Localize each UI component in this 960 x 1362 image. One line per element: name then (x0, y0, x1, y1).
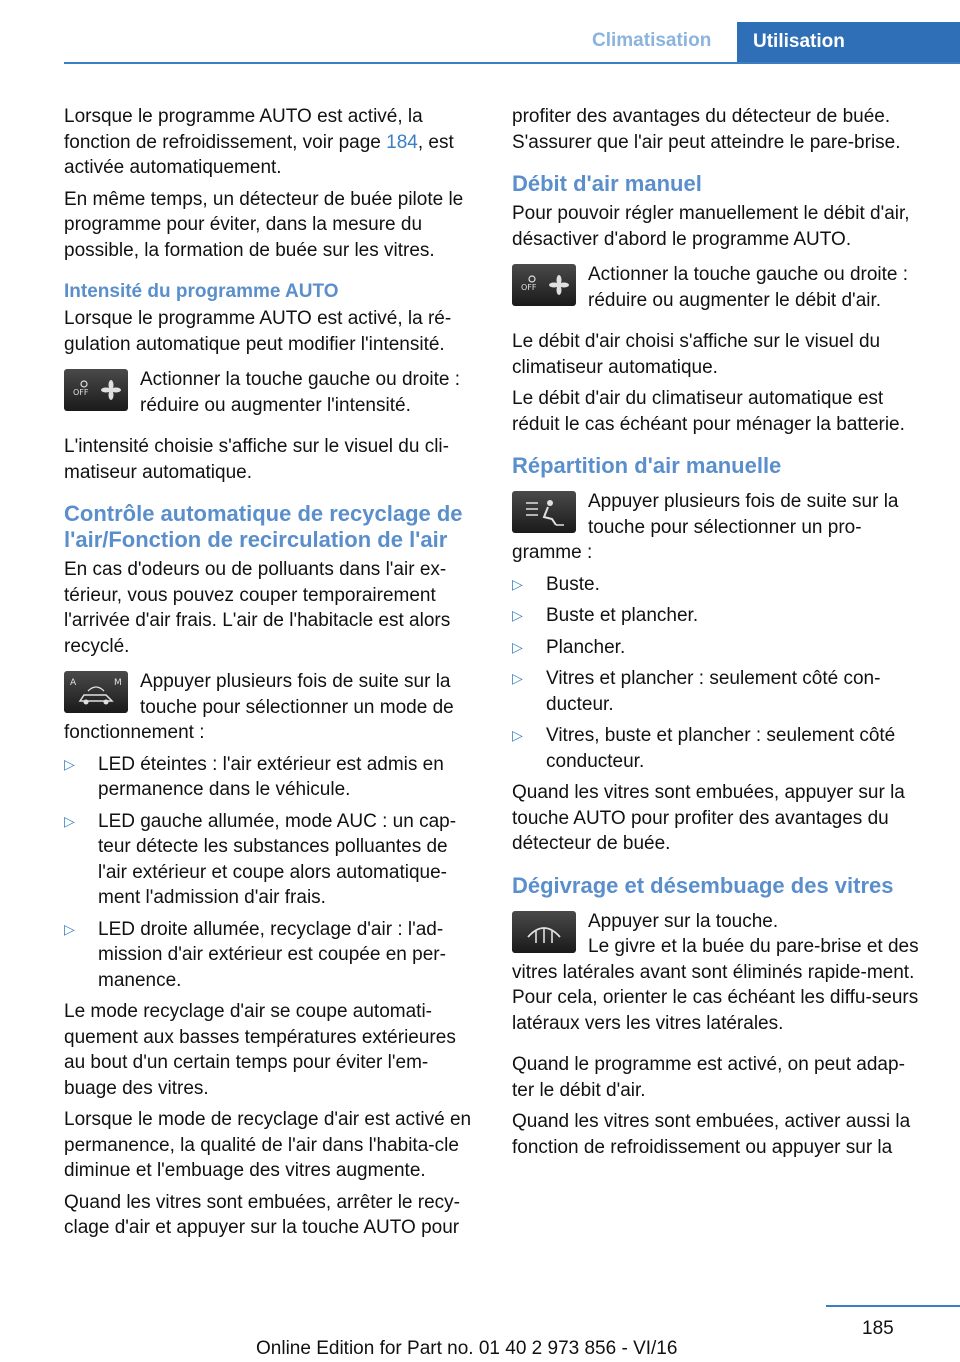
icon-caption: Actionner la touche gauche ou droite : réduire ou augmenter l'intensité. (140, 369, 461, 416)
svg-text:A: A (70, 678, 77, 688)
list-item: ▷ Buste et plancher. (512, 603, 926, 629)
list-item: ▷ LED gauche allumée, mode AUC : un cap‐teur détecte les substances polluantes de l'air extérieur et coupe alors automatique‐ment l'admission d'air frais. (64, 810, 457, 908)
header-rule (64, 62, 960, 64)
recirculation-button-icon (64, 671, 128, 713)
air-distribution-button-icon (512, 491, 576, 533)
icon-caption: Appuyer sur la touche. (588, 910, 779, 932)
heading-intensity: Intensité du programme AUTO (64, 281, 339, 302)
paragraph: Lorsque le mode de recyclage d'air est activé en permanence, la qualité de l'air dans l'habita‐cle diminue et l'embuage des vitres augmente. (64, 1109, 472, 1181)
paragraph: Le débit d'air du climatiseur automatique est réduit le cas échéant pour ménager la batterie. (512, 388, 905, 435)
svg-text:M: M (114, 678, 122, 688)
heading-air-distribution: Répartition d'air manuelle (512, 453, 782, 478)
list-item: ▷ Plancher. (512, 635, 926, 661)
bullet-icon: ▷ (64, 920, 75, 937)
heading-recirculation: Contrôle automatique de recyclage de l'air/Fonction de recirculation de l'air (64, 501, 463, 552)
right-column (512, 104, 926, 1166)
paragraph: Lorsque le programme AUTO est activé, la ré‐gulation automatique peut modifier l'intensité. (64, 308, 452, 355)
icon-caption: Appuyer plusieurs fois de suite sur la touche pour sélectionner un mode de fonctionnement : (64, 671, 454, 743)
fan-off-button-icon (64, 369, 128, 411)
list-item: ▷ Vitres et plancher : seulement côté con‐ducteur. (512, 668, 881, 715)
paragraph: Quand le programme est activé, on peut adap‐ter le débit d'air. (512, 1054, 905, 1101)
left-column (64, 104, 480, 1247)
bullet-icon: ▷ (512, 575, 523, 592)
program-list (512, 572, 926, 775)
paragraph: Quand les vitres sont embuées, activer aussi la fonction de refroidissement ou appuyer sur la (512, 1111, 911, 1158)
bullet-icon: ▷ (64, 755, 75, 772)
list-item: ▷ Vitres, buste et plancher : seulement côté conducteur. (512, 725, 896, 772)
header-chapter-tab: Utilisation (737, 22, 960, 64)
bullet-icon: ▷ (512, 638, 523, 655)
page-number: 185 (862, 1318, 894, 1339)
heading-defrost: Dégivrage et désembuage des vitres (512, 872, 894, 898)
icon-paragraph (512, 489, 926, 566)
paragraph: Pour cela, orienter le cas échéant les diffu‐seurs latéraux vers les vitres latérales. (512, 987, 919, 1034)
icon-paragraph (64, 669, 480, 746)
bullet-icon: ▷ (64, 812, 75, 829)
defrost-button-icon (512, 911, 576, 953)
list-item: ▷ Buste. (512, 572, 926, 598)
icon-caption: Le givre et la buée du pare-brise et des vitres latérales avant sont éliminés rapide‐ment. (512, 936, 919, 983)
paragraph: En cas d'odeurs ou de polluants dans l'air ex‐térieur, vous pouvez couper temporairement l'arrivée d'air frais. L'air de l'habitacle est alors recyclé. (64, 559, 451, 657)
paragraph: L'intensité choisie s'affiche sur le visuel du cli‐matiseur automatique. (64, 436, 449, 483)
list-item: ▷ LED éteintes : l'air extérieur est admis en permanence dans le véhicule. (64, 753, 444, 800)
paragraph: Le mode recyclage d'air se coupe automati‐quement aux basses températures extérieures au bout d'un certain temps pour éviter l'em‐buage des vitres. (64, 1001, 456, 1099)
paragraph: En même temps, un détecteur de buée pilote le programme pour éviter, dans la mesure du possible, la formation de buée sur les vitres. (64, 188, 464, 261)
icon-caption: Appuyer plusieurs fois de suite sur la touche pour sélectionner un pro‐gramme : (512, 491, 899, 563)
icon-paragraph (64, 367, 480, 418)
page-link[interactable]: 184 (386, 131, 418, 153)
header-section-title: Climatisation (592, 30, 712, 51)
edition-footer: Online Edition for Part no. 01 40 2 973 856 - VI/16 (256, 1338, 678, 1359)
icon-caption: Actionner la touche gauche ou droite : réduire ou augmenter le débit d'air. (588, 264, 909, 311)
paragraph: Quand les vitres sont embuées, arrêter le recy‐clage d'air et appuyer sur la touche AUTO pour (64, 1191, 461, 1238)
bullet-icon: ▷ (512, 670, 523, 686)
fan-off-button-icon (512, 264, 576, 306)
footer-rule (826, 1305, 960, 1307)
paragraph: Le débit d'air choisi s'affiche sur le visuel du climatiseur automatique. (512, 331, 881, 378)
icon-paragraph (512, 262, 926, 313)
paragraph: Quand les vitres sont embuées, appuyer sur la touche AUTO pour profiter des avantages du détecteur de buée. (512, 782, 905, 854)
list-item: ▷ LED droite allumée, recyclage d'air : l'ad‐mission d'air extérieur est coupée en per‐manence. (64, 918, 446, 991)
paragraph: profiter des avantages du détecteur de buée. S'assurer que l'air peut atteindre le pare-brise. (512, 106, 901, 153)
paragraph: Pour pouvoir régler manuellement le débit d'air, désactiver d'abord le programme AUTO. (512, 203, 910, 250)
paragraph: Lorsque le programme AUTO est activé, la fonction de refroidissement, voir page 184, est activée automatiquement. (64, 106, 454, 178)
icon-paragraph (512, 909, 926, 986)
bullet-icon: ▷ (512, 607, 523, 623)
svg-text:OFF: OFF (521, 283, 537, 292)
svg-text:OFF: OFF (73, 388, 89, 397)
heading-air-flow: Débit d'air manuel (512, 171, 702, 196)
mode-list (64, 752, 480, 994)
bullet-icon: ▷ (512, 727, 523, 743)
